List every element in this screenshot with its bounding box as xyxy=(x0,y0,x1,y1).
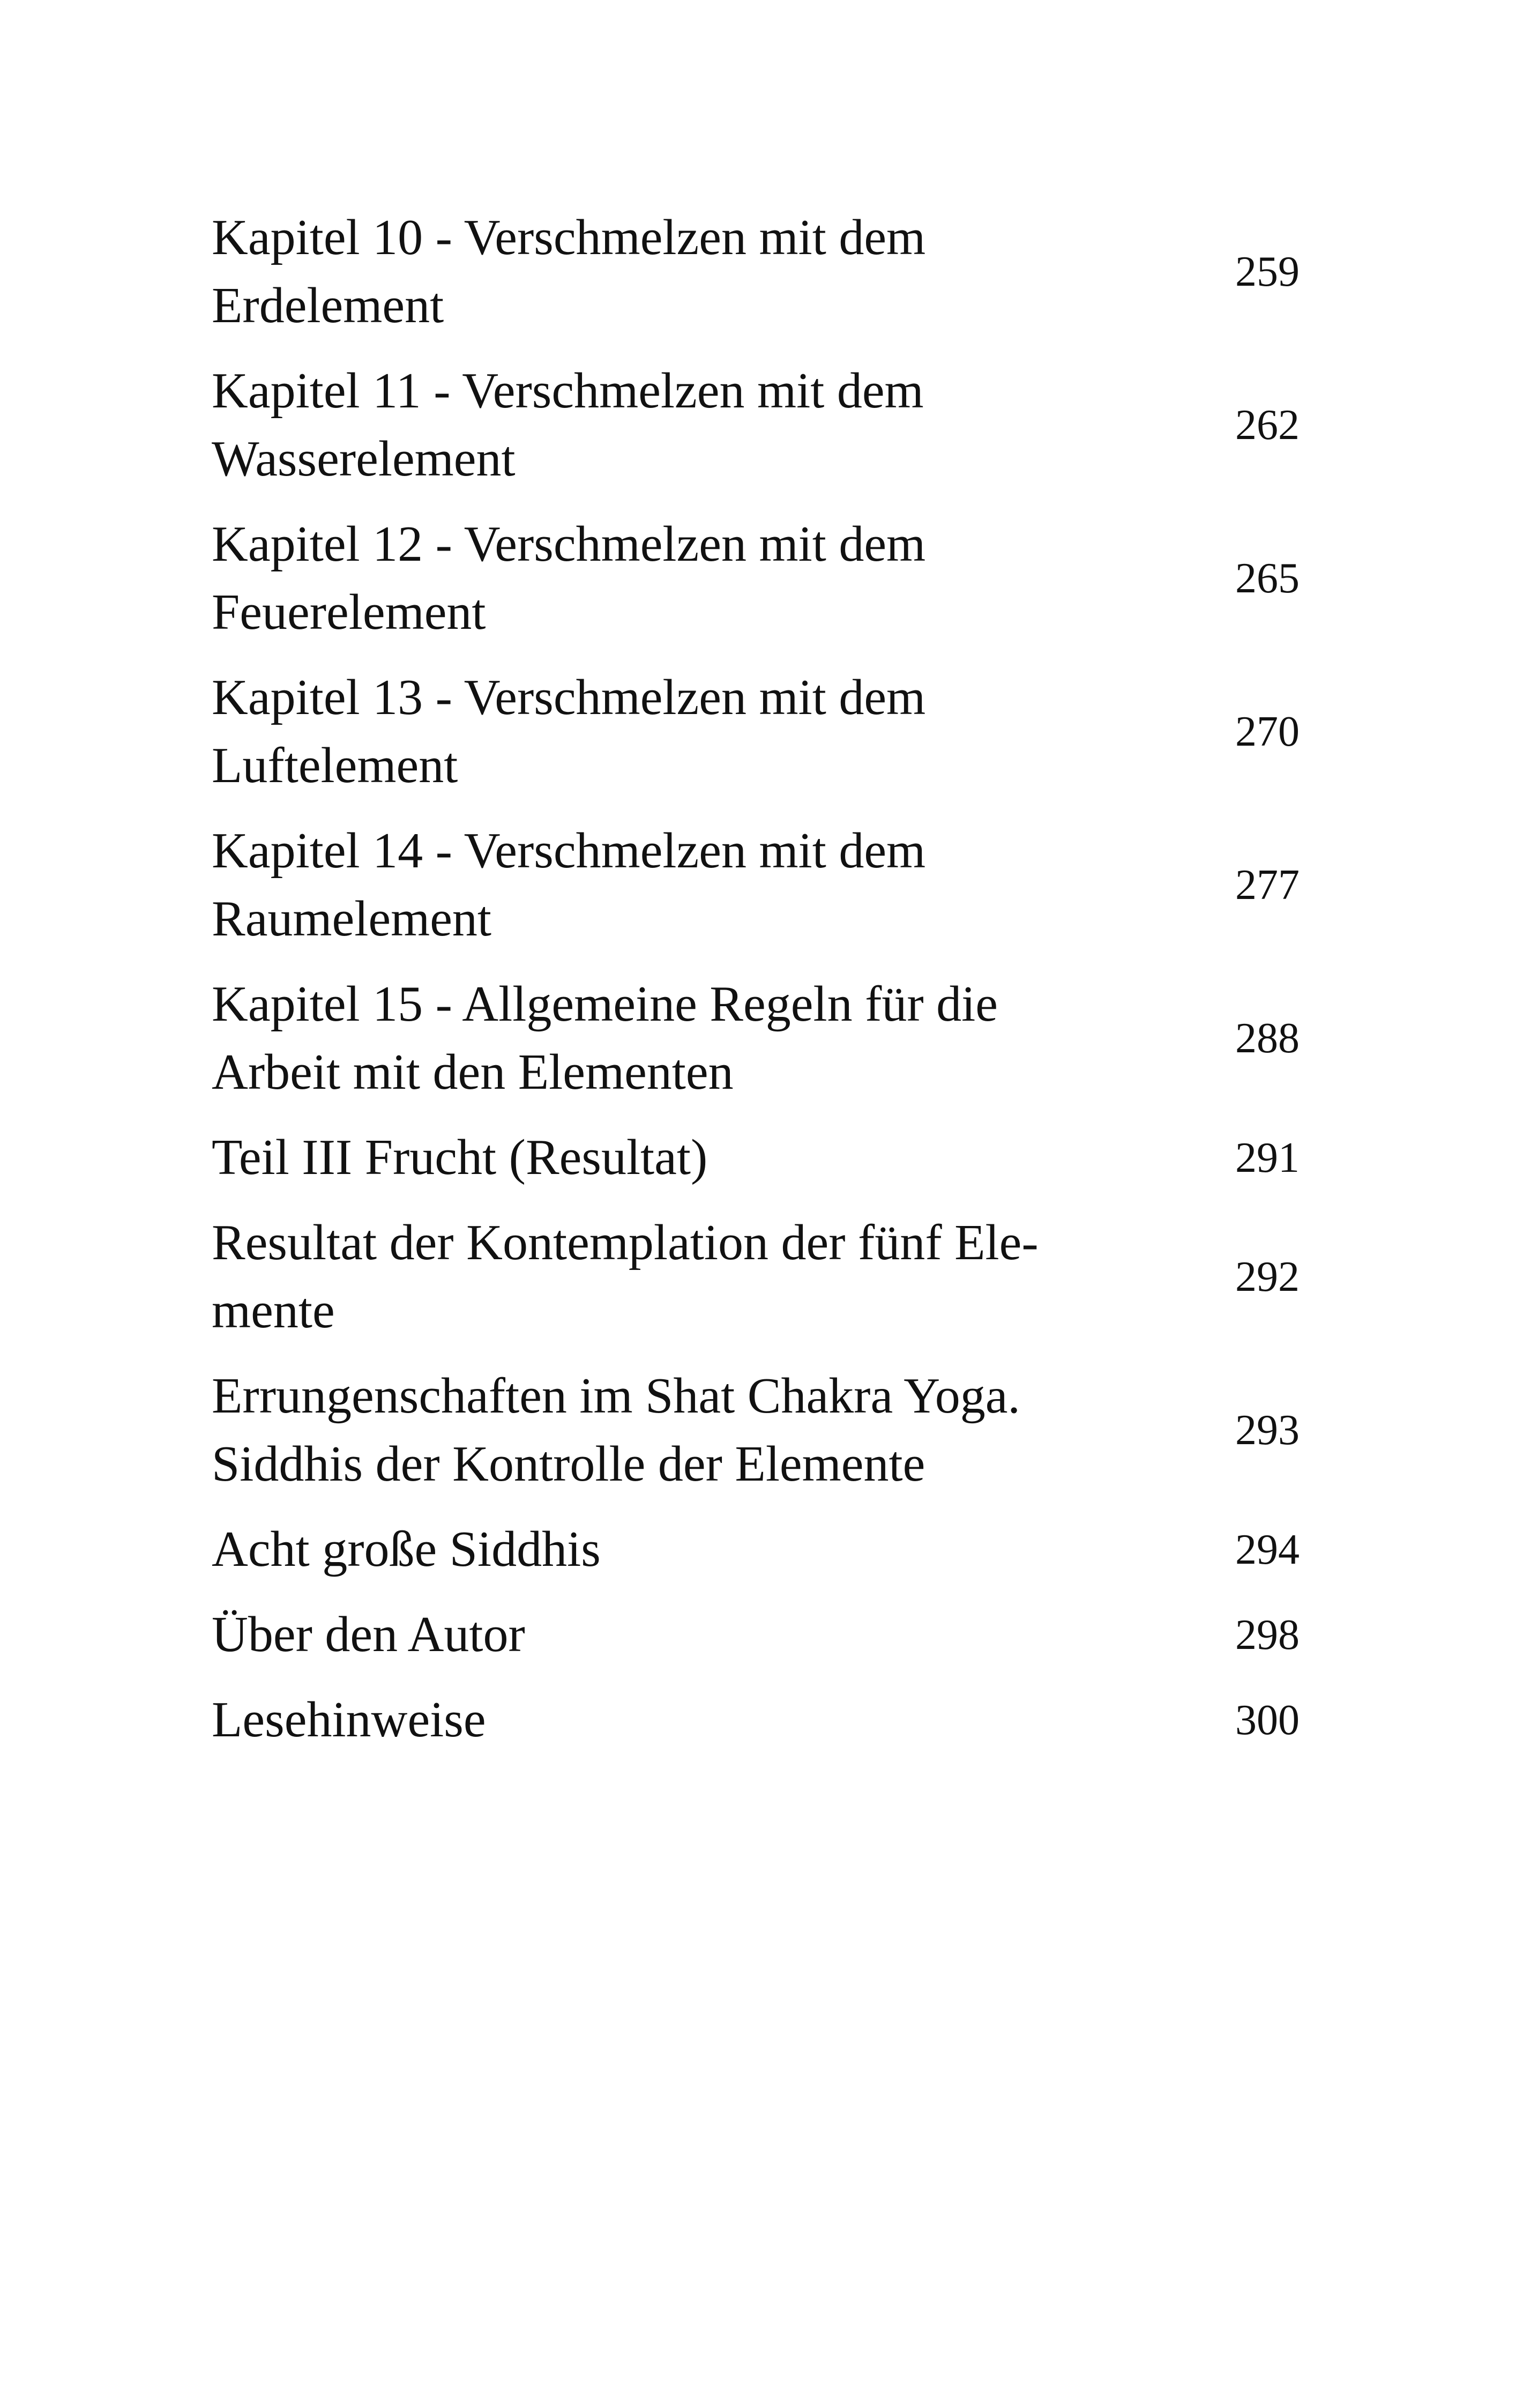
toc-entry-page: 292 xyxy=(1235,1253,1300,1300)
toc-entry[interactable] xyxy=(212,1601,1300,1669)
toc-entry[interactable] xyxy=(212,357,1300,493)
toc-entry-page: 300 xyxy=(1235,1696,1300,1744)
toc-entry-title: Acht große Siddhis xyxy=(212,1521,601,1577)
toc-entry[interactable] xyxy=(212,1124,1300,1192)
toc-entry-title: Kapitel 15 - Allgemeine Regeln für die Arbeit mit den Elementen xyxy=(212,976,998,1100)
toc-entry-page: 265 xyxy=(1235,555,1300,602)
toc-entry-title: Kapitel 13 - Verschmelzen mit dem Luftelement xyxy=(212,670,926,793)
toc-entry[interactable] xyxy=(212,1209,1300,1345)
toc-entry-title: Über den Autor xyxy=(212,1607,525,1662)
toc-entry-page: 298 xyxy=(1235,1611,1300,1659)
toc-entry[interactable] xyxy=(212,1362,1300,1498)
toc-entry[interactable] xyxy=(212,1686,1300,1754)
table-of-contents xyxy=(212,204,1300,1771)
toc-entry[interactable] xyxy=(212,664,1300,800)
toc-entry-title: Errungenschaften im Shat Chakra Yoga. Siddhis der Kontrolle der Elemente xyxy=(212,1368,1020,1492)
toc-entry-title: Kapitel 11 - Verschmelzen mit dem Wasserelement xyxy=(212,363,924,487)
toc-entry[interactable] xyxy=(212,970,1300,1106)
toc-entry-title: Kapitel 12 - Verschmelzen mit dem Feuerelement xyxy=(212,516,926,640)
toc-entry-title: Kapitel 14 - Verschmelzen mit dem Raumelement xyxy=(212,823,926,947)
toc-entry[interactable] xyxy=(212,204,1300,340)
toc-entry-title: Kapitel 10 - Verschmelzen mit dem Erdelement xyxy=(212,210,926,333)
toc-entry-title: Lesehinweise xyxy=(212,1692,486,1748)
toc-entry-page: 262 xyxy=(1235,402,1300,449)
toc-entry-title: Teil III Frucht (Resultat) xyxy=(212,1129,708,1185)
toc-entry-page: 288 xyxy=(1235,1015,1300,1062)
toc-entry-page: 293 xyxy=(1235,1407,1300,1454)
toc-entry[interactable] xyxy=(212,817,1300,953)
toc-entry-title: Resultat der Kontemplation der fünf Ele- mente xyxy=(212,1215,1039,1339)
toc-entry-page: 291 xyxy=(1235,1134,1300,1181)
toc-entry-page: 294 xyxy=(1235,1526,1300,1573)
toc-entry[interactable] xyxy=(212,1515,1300,1584)
toc-entry-page: 259 xyxy=(1235,248,1300,295)
toc-entry-page: 277 xyxy=(1235,861,1300,909)
toc-entry[interactable] xyxy=(212,510,1300,646)
toc-entry-page: 270 xyxy=(1235,708,1300,755)
